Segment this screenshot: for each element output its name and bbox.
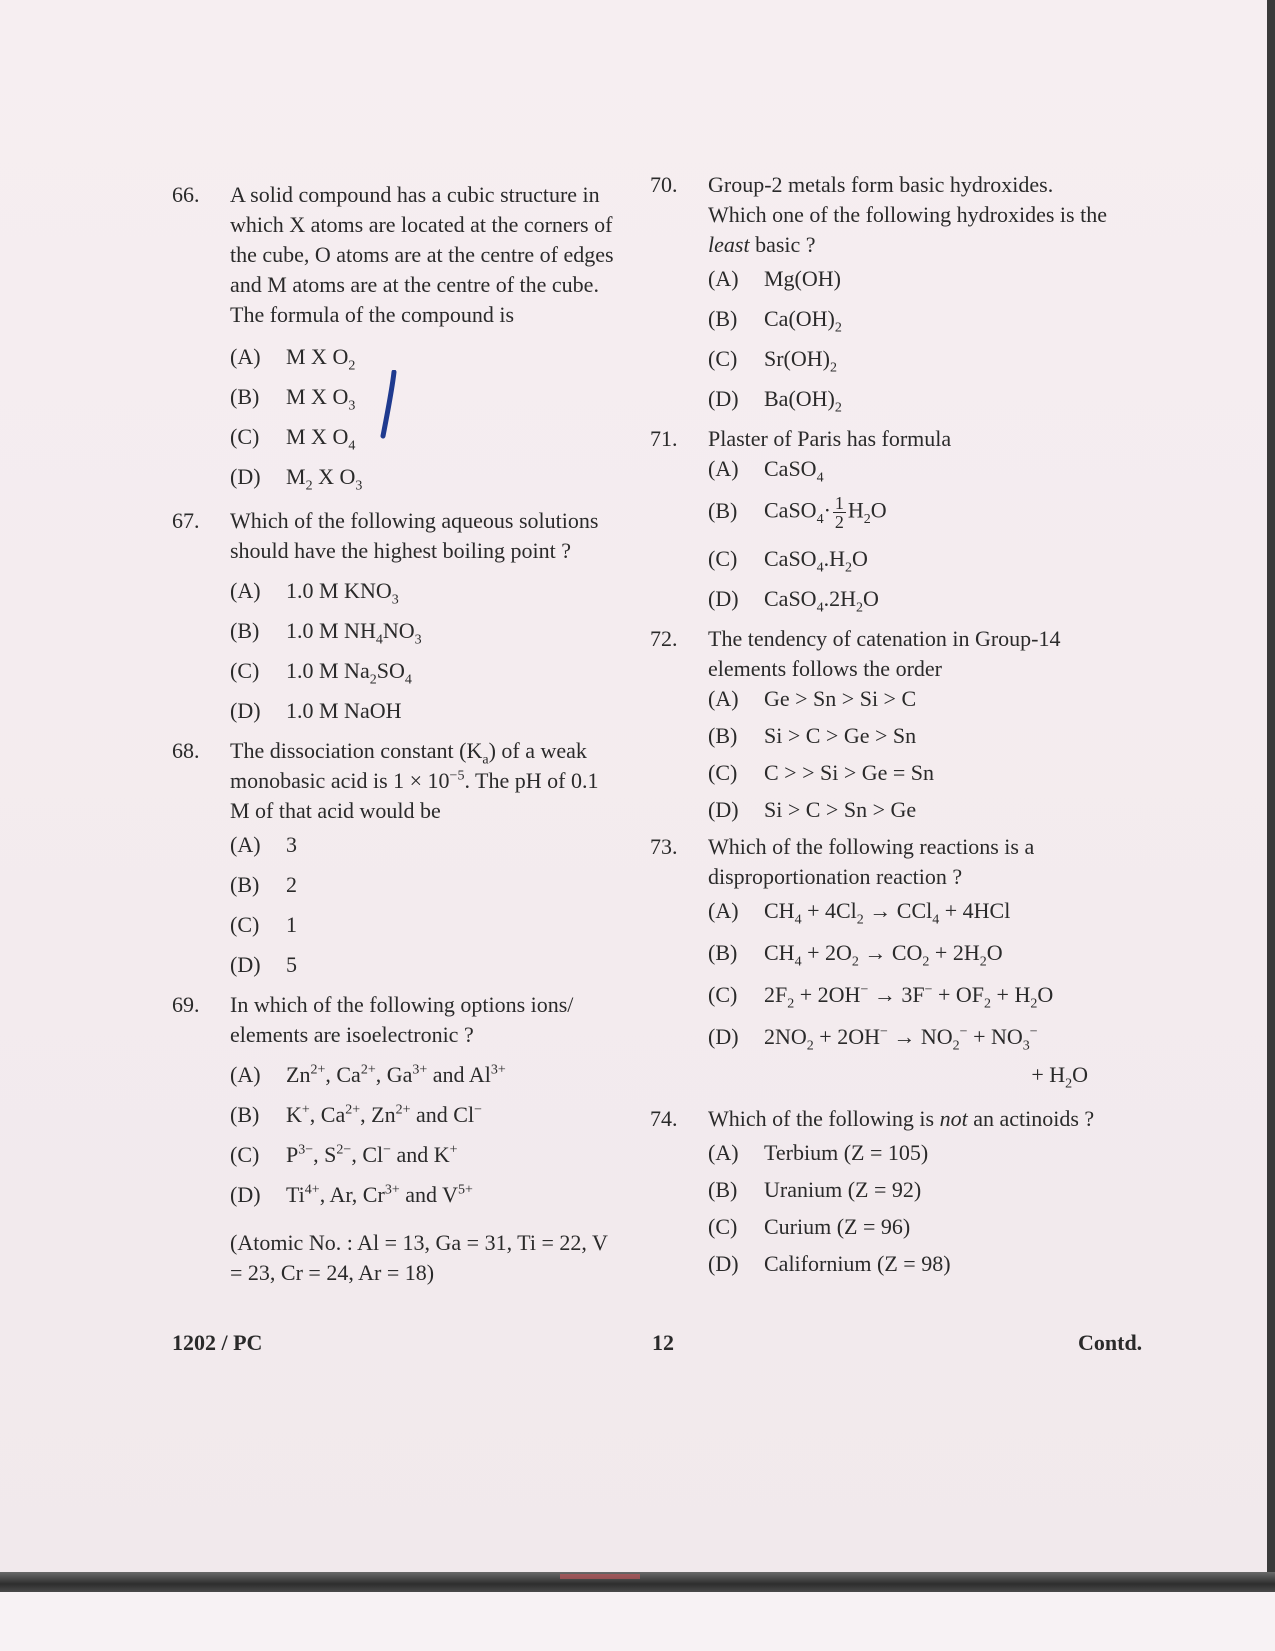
options: [708, 684, 1158, 832]
options: [708, 454, 1158, 624]
option-b[interactable]: (B) Si > C > Ge > Sn: [708, 721, 1158, 758]
question-number: 74.: [650, 1106, 678, 1131]
option-text: CaSO$_4$· $\frac{1}{2}$ $H_2O$: [764, 493, 887, 532]
option-text: $Sr(OH)_2$: [764, 346, 837, 376]
option-text: $Ca(OH)_2$: [764, 306, 842, 336]
options: [708, 896, 1158, 1100]
option-text: 1.0 M $KNO_3$: [286, 578, 399, 608]
option-text: $2NO_2 + 2OH^- \to NO_2^- + NO_3^-$: [764, 1024, 1038, 1054]
question-number: 73.: [650, 834, 678, 859]
question-number: 72.: [650, 626, 678, 651]
question-text: In which of the following options ions/ elements are isoelectronic ?: [230, 992, 574, 1047]
question-text: Which of the following aqueous solutions should have the highest boiling point ?: [230, 508, 599, 563]
option-b[interactable]: (B) K+, $Ca^{2+}$, $Zn^{2+}$ and Cl−: [230, 1100, 642, 1140]
options: [230, 576, 642, 736]
options: [230, 1060, 642, 1220]
question-number: 68.: [172, 738, 200, 763]
option-text: Californium (Z = 98): [764, 1251, 951, 1276]
option-text: $2F_2 + 2OH^- \to 3F^- + OF_2 + H_2O$: [764, 982, 1054, 1012]
question-text: Plaster of Paris has formula: [708, 426, 952, 451]
option-d[interactable]: (D) $Ba(OH)_2$: [708, 386, 842, 416]
option-d[interactable]: (D) 1.0 M NaOH: [230, 696, 642, 736]
continued-label: Contd.: [1078, 1330, 1143, 1355]
option-d[interactable]: (D) $2NO_2 + 2OH^- \to NO_2^- + NO_3^-$: [708, 1024, 1038, 1054]
question-number: 66.: [172, 182, 200, 207]
option-text: $CH_4 + 2O_2 \to CO_2 + 2H_2O$: [764, 940, 1003, 970]
option-c[interactable]: (C) $CaSO_4.H_2O$: [708, 546, 868, 576]
question-70: [650, 170, 1158, 424]
option-d[interactable]: (D) Californium (Z = 98): [708, 1249, 1158, 1286]
option-a[interactable]: (A) Terbium (Z = 105): [708, 1138, 1158, 1175]
option-b[interactable]: (B) M X $O_3$: [230, 384, 356, 414]
option-text: $P^{3-}$, $S^{2-}$, Cl− and K+: [286, 1142, 458, 1167]
option-text: 3: [286, 832, 297, 857]
option-text: M X $O_3$: [286, 384, 356, 414]
option-text: $CaSO_4.H_2O$: [764, 546, 868, 576]
options: [230, 342, 642, 502]
option-d[interactable]: (D) $M_2$ X $O_3$: [230, 464, 363, 494]
option-a[interactable]: (A) 3: [230, 830, 642, 870]
option-text: Curium (Z = 96): [764, 1214, 911, 1239]
option-c[interactable]: (C) 1.0 M $Na_2SO_4$: [230, 658, 412, 688]
option-text: 1.0 M NaOH: [286, 698, 402, 723]
scan-mark: [560, 1574, 640, 1579]
option-text: M X $O_2$: [286, 344, 356, 374]
option-d[interactable]: (D) $Ti^{4+}$, Ar, $Cr^{3+}$ and $V^{5+}$: [230, 1180, 642, 1220]
page-number: 12: [652, 1330, 674, 1355]
question-number: 69.: [172, 992, 200, 1017]
option-text: Si > C > Sn > Ge: [764, 797, 917, 822]
scanner-bed: [0, 1592, 1275, 1651]
question-text: The dissociation constant $(K_a)$ of a weak monobasic acid is $1 \times 10^{-5}$. The pH of 0.1 M of that acid would be: [230, 738, 599, 823]
option-a[interactable]: (A) $CH_4 + 4Cl_2 \to CCl_4 + 4HCl$: [708, 898, 1011, 928]
options: [708, 1138, 1158, 1286]
option-c[interactable]: (C) $2F_2 + 2OH^- \to 3F^- + OF_2 + H_2O$: [708, 982, 1054, 1012]
question-69: [172, 990, 642, 1288]
question-number: 70.: [650, 172, 678, 197]
option-d-continuation: + $H_2O$: [1031, 1062, 1088, 1092]
question-text: The tendency of catenation in Group-14 elements follows the order: [708, 626, 1061, 681]
question-text: Which of the following is not an actinoids ?: [708, 1106, 1095, 1131]
option-b[interactable]: (B) 2: [230, 870, 642, 910]
option-b[interactable]: (B) CaSO$_4$· $\frac{1}{2}$ $H_2O$: [708, 493, 887, 532]
question-text: Group-2 metals form basic hydroxides. Which one of the following hydroxides is the least basic ?: [708, 172, 1107, 257]
option-text: Uranium (Z = 92): [764, 1177, 922, 1202]
atomic-numbers-note: (Atomic No. : Al = 13, Ga = 31, Ti = 22, V = 23, Cr = 24, Ar = 18): [230, 1230, 608, 1285]
paper-code: 1202 / PC: [172, 1330, 263, 1355]
question-number: 67.: [172, 508, 200, 533]
option-a[interactable]: (A) CaSO$_4$: [708, 456, 824, 486]
option-text: C > > Si > Ge = Sn: [764, 760, 935, 785]
question-text: A solid compound has a cubic structure in which X atoms are located at the corners of the cube, O atoms are at the centre of edges and M atoms are at the centre of the cube. The formula of the compound is: [230, 182, 614, 327]
option-b[interactable]: (B) $CH_4 + 2O_2 \to CO_2 + 2H_2O$: [708, 940, 1003, 970]
question-67: [172, 506, 642, 736]
option-c[interactable]: (C) $Sr(OH)_2$: [708, 346, 837, 376]
option-text: 2: [286, 872, 297, 897]
option-text: 5: [286, 952, 297, 977]
option-c[interactable]: (C) Curium (Z = 96): [708, 1212, 1158, 1249]
option-c[interactable]: (C) 1: [230, 910, 642, 950]
option-d[interactable]: (D) 5: [230, 950, 642, 990]
question-text: Which of the following reactions is a disproportionation reaction ?: [708, 834, 1035, 889]
options: [708, 264, 1158, 424]
option-c[interactable]: (C) M X $O_4$: [230, 424, 356, 454]
option-text: $Ti^{4+}$, Ar, $Cr^{3+}$ and $V^{5+}$: [286, 1182, 473, 1207]
option-c[interactable]: (C) $P^{3-}$, $S^{2-}$, Cl− and K+: [230, 1140, 642, 1180]
question-68: [172, 736, 642, 990]
option-c[interactable]: (C) C > > Si > Ge = Sn: [708, 758, 1158, 795]
scan-edge: [1267, 0, 1275, 1590]
option-b[interactable]: (B) $Ca(OH)_2$: [708, 306, 842, 336]
option-text: 1.0 M $NH_4NO_3$: [286, 618, 422, 648]
question-number: 71.: [650, 426, 678, 451]
option-text: Terbium (Z = 105): [764, 1140, 929, 1165]
option-text: Ge > Sn > Si > C: [764, 686, 917, 711]
question-72: [650, 624, 1158, 832]
question-71: [650, 424, 1158, 624]
option-b[interactable]: (B) Uranium (Z = 92): [708, 1175, 1158, 1212]
option-text: $Zn^{2+}$, $Ca^{2+}$, $Ga^{3+}$ and $Al^{3+}$: [286, 1062, 506, 1087]
option-a[interactable]: (A) 1.0 M $KNO_3$: [230, 578, 399, 608]
option-text: $CH_4 + 4Cl_2 \to CCl_4 + 4HCl$: [764, 898, 1011, 928]
question-66: [172, 180, 642, 502]
option-text: $M_2$ X $O_3$: [286, 464, 363, 494]
options: [230, 830, 642, 990]
option-text: 1.0 M $Na_2SO_4$: [286, 658, 412, 688]
option-text: 1: [286, 912, 297, 937]
right-column: [650, 172, 1158, 1286]
option-a[interactable]: (A) Mg(OH): [708, 264, 1158, 304]
option-text: $Ba(OH)_2$: [764, 386, 842, 416]
question-74: [650, 1104, 1158, 1286]
option-b[interactable]: (B) 1.0 M $NH_4NO_3$: [230, 618, 422, 648]
option-a[interactable]: (A) $Zn^{2+}$, $Ca^{2+}$, $Ga^{3+}$ and $Al^{3+}$: [230, 1060, 642, 1100]
option-text: K+, $Ca^{2+}$, $Zn^{2+}$ and Cl−: [286, 1102, 482, 1127]
question-73: [650, 832, 1158, 1100]
pen-mark: [380, 370, 400, 440]
option-text: CaSO$_4$: [764, 456, 824, 486]
option-d[interactable]: (D) $CaSO_4.2H_2O$: [708, 586, 879, 616]
option-text: $CaSO_4.2H_2O$: [764, 586, 879, 616]
option-text: M X $O_4$: [286, 424, 356, 454]
option-d[interactable]: (D) Si > C > Sn > Ge: [708, 795, 1158, 832]
left-column: [172, 180, 642, 1288]
option-text: Mg(OH): [764, 266, 841, 291]
option-a[interactable]: (A) Ge > Sn > Si > C: [708, 684, 1158, 721]
option-text: Si > C > Ge > Sn: [764, 723, 917, 748]
option-a[interactable]: (A) M X $O_2$: [230, 344, 356, 374]
